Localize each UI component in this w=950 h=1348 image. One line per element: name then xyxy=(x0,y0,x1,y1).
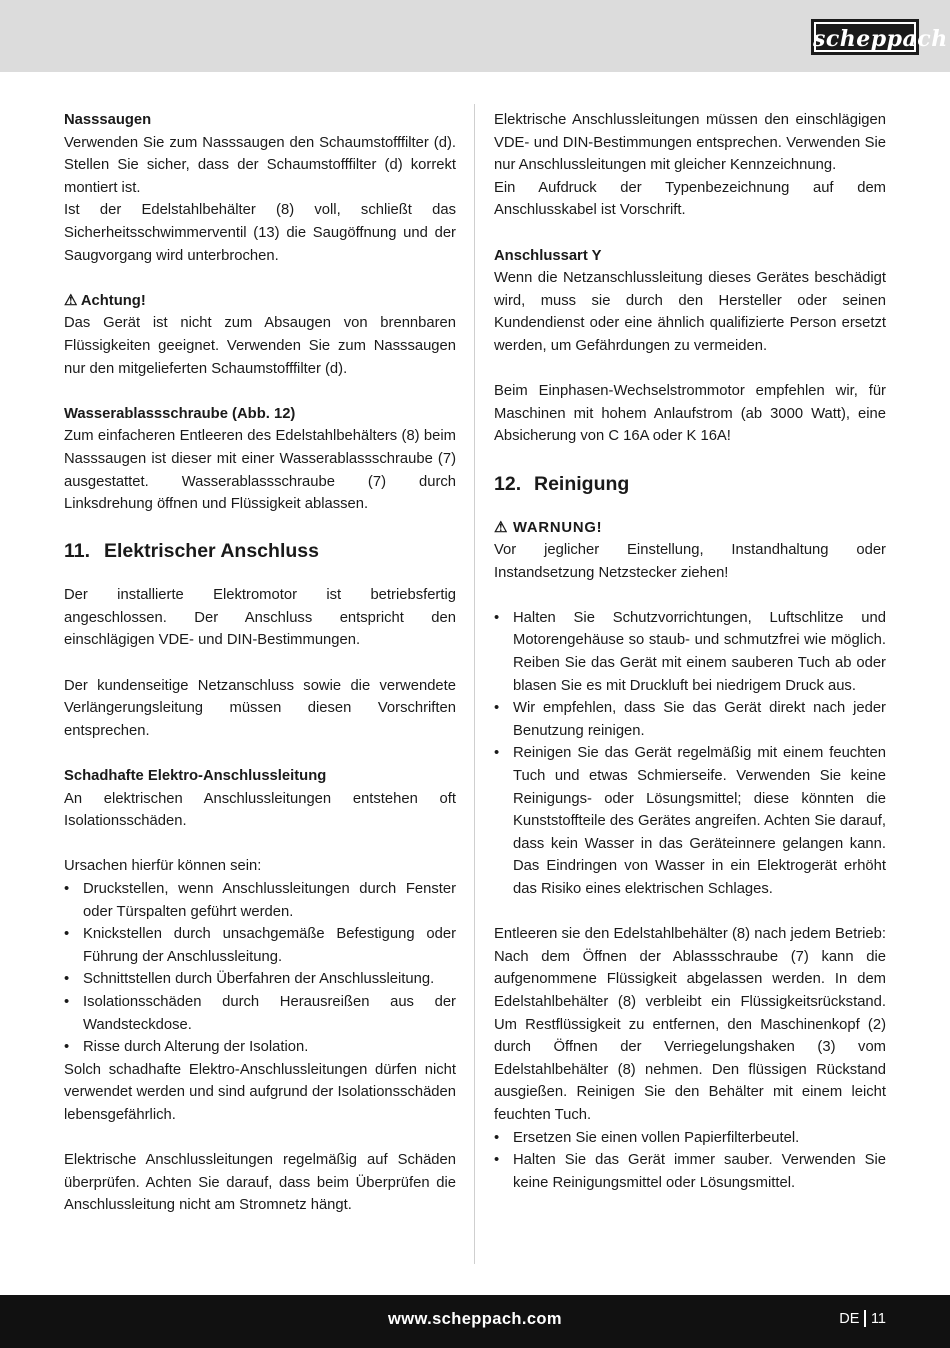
brand-logo: scheppach xyxy=(811,19,919,55)
section-12-heading xyxy=(494,471,886,497)
list-item: • Risse durch Alterung der Isolation. xyxy=(64,1036,456,1059)
list-item: • Halten Sie Schutzvorrichtungen, Luftschlitze und Motorengehäuse so staub- und schmutzfrei wie möglich. Reiben Sie das Gerät mit einem sauberen Tuch ab oder blasen Sie es mit Druckluft bei niedrigem Druck aus. xyxy=(494,607,886,697)
left-column xyxy=(64,109,456,1217)
reinigung-list xyxy=(494,607,886,901)
pruefen-text: Elektrische Anschlussleitungen regelmäßig auf Schäden überprüfen. Achten Sie darauf, dass beim Überprüfen die Anschlussleitung nicht am Stromnetz hängt. xyxy=(64,1152,456,1214)
list-item: • Druckstellen, wenn Anschlussleitungen durch Fenster oder Türspalten geführt werden. xyxy=(64,878,456,923)
ursachen-list xyxy=(64,878,456,1059)
nasssaugen-paragraph-2: Ist der Edelstahlbehälter (8) voll, schließt das Sicherheitsschwimmerventil (13) die Saugöffnung und der Saugvorgang wird unterbrochen. xyxy=(64,202,456,264)
vde-paragraph-1: Elektrische Anschlussleitungen müssen den einschlägigen VDE- und DIN-Bestimmungen entsprechen. Verwenden Sie nur Anschlussleitungen mit gleicher Kennzeichnung. xyxy=(494,112,886,174)
anschlussart-text: Wenn die Netzanschlussleitung dieses Gerätes beschädigt wird, muss sie durch den Hersteller oder seinen Kundendienst oder eine ähnlich qualifizierte Person ersetzt werden, um Gefährdungen zu vermeiden. xyxy=(494,270,886,354)
header-bar xyxy=(0,0,950,72)
website-link[interactable]: www.scheppach.com xyxy=(388,1310,562,1328)
warnung-text: Vor jeglicher Einstellung, Instandhaltung oder Instandsetzung Netzstecker ziehen! xyxy=(494,542,886,581)
section-11-title: Elektrischer Anschluss xyxy=(104,540,319,563)
language-code: DE xyxy=(839,1311,860,1327)
section-12-number: 12. xyxy=(494,472,522,495)
column-divider xyxy=(474,104,475,1264)
section-11-number: 11. xyxy=(64,540,91,563)
motor-text: Beim Einphasen-Wechselstrommotor empfehlen wir, für Maschinen mit hohem Anlaufstrom (ab 3000 Watt), eine Absicherung von C 16A oder K 16A! xyxy=(494,383,886,445)
footer-bar xyxy=(0,1295,950,1348)
section-12-title: Reinigung xyxy=(534,472,630,495)
list-item: • Wir empfehlen, dass Sie das Gerät direkt nach jeder Benutzung reinigen. xyxy=(494,697,886,742)
list-item: • Ersetzen Sie einen vollen Papierfilterbeutel. xyxy=(494,1127,886,1150)
entleeren-text: Entleeren sie den Edelstahlbehälter (8) nach jedem Betrieb: Nach dem Öffnen der Ablassschraube (7) kann die aufgenommene Flüssigkeit abgelassen werden. In dem Edelstahlbehälter (8) verbleibt ein Flüssigkeitsrückstand. Um Restflüssigkeit zu entfernen, den Maschinenkopf (2) durch Öffnen der Verriegelungshaken (3) vom Edelstahlbehälter (8) nehmen. Den flüssigen Rückstand ausgießen. Reinigen Sie den Behälter mit einem leicht feuchten Tuch. xyxy=(494,926,886,1123)
nasssaugen-paragraph-1: Verwenden Sie zum Nasssaugen den Schaumstofffilter (d). Stellen Sie sicher, dass der Schaumstofffilter (d) korrekt montiert ist. xyxy=(64,134,456,196)
nasssaugen-title: Nasssaugen xyxy=(64,112,152,128)
list-item: • Isolationsschäden durch Herausreißen aus der Wandsteckdose. xyxy=(64,991,456,1036)
warnung-title: ⚠ WARNUNG! xyxy=(494,519,603,536)
list-item: • Halten Sie das Gerät immer sauber. Verwenden Sie keine Reinigungsmittel oder Lösungsmittel. xyxy=(494,1149,886,1194)
section-11-heading xyxy=(64,538,456,564)
wasserablass-text: Zum einfacheren Entleeren des Edelstahlbehälters (8) beim Nasssaugen ist dieser mit einer Wasserablassschraube (7) ausgestattet. Wasserablassschraube (7) durch Linksdrehung öffnen und Flüssigkeit ablassen. xyxy=(64,428,456,513)
page-number-value: 11 xyxy=(870,1311,886,1327)
page-number xyxy=(839,1295,886,1343)
list-item: • Schnittstellen durch Überfahren der Anschlussleitung. xyxy=(64,968,456,991)
list-item: • Reinigen Sie das Gerät regelmäßig mit einem feuchten Tuch und etwas Schmierseife. Verwenden Sie keine Reinigungs- oder Lösungsmittel; diese könnten die Kunststoffteile des Gerätes angreifen. Achten Sie darauf, dass kein Wasser in das Geräteinnere gelangen kann. Das Eindringen von Wasser in ein Elektrogerät erhöht das Risiko eines elektrischen Schlages. xyxy=(494,742,886,900)
achtung-text: Das Gerät ist nicht zum Absaugen von brennbaren Flüssigkeiten geeignet. Verwenden Sie zum Nasssaugen nur den mitgelieferten Schaumstofffilter (d). xyxy=(64,315,456,377)
vde-paragraph-2: Ein Aufdruck der Typenbezeichnung auf dem Anschlusskabel ist Vorschrift. xyxy=(494,179,886,219)
schadhaft-title: Schadhafte Elektro-Anschlussleitung xyxy=(64,768,327,785)
wasserablass-title: Wasserablassschraube (Abb. 12) xyxy=(64,405,296,422)
achtung-title: ⚠ Achtung! xyxy=(64,292,146,309)
anschluss-paragraph-2: Der kundenseitige Netzanschluss sowie die verwendete Verlängerungsleitung müssen diesen Vorschriften entsprechen. xyxy=(64,677,456,739)
final-list xyxy=(494,1127,886,1195)
schadhaft-conclusion: Solch schadhafte Elektro-Anschlussleitungen dürfen nicht verwendet werden und sind aufgrund der Isolationsschäden lebensgefährlich. xyxy=(64,1061,456,1123)
schadhaft-text: An elektrischen Anschlussleitungen entstehen oft Isolationsschäden. xyxy=(64,790,456,830)
right-column xyxy=(494,109,886,1194)
list-item: • Knickstellen durch unsachgemäße Befestigung oder Führung der Anschlussleitung. xyxy=(64,923,456,968)
anschlussart-title: Anschlussart Y xyxy=(494,247,602,264)
anschluss-paragraph-1: Der installierte Elektromotor ist betriebsfertig angeschlossen. Der Anschluss entspricht den einschlägigen VDE- und DIN-Bestimmungen. xyxy=(64,587,456,649)
ursachen-intro: Ursachen hierfür können sein: xyxy=(64,858,262,875)
